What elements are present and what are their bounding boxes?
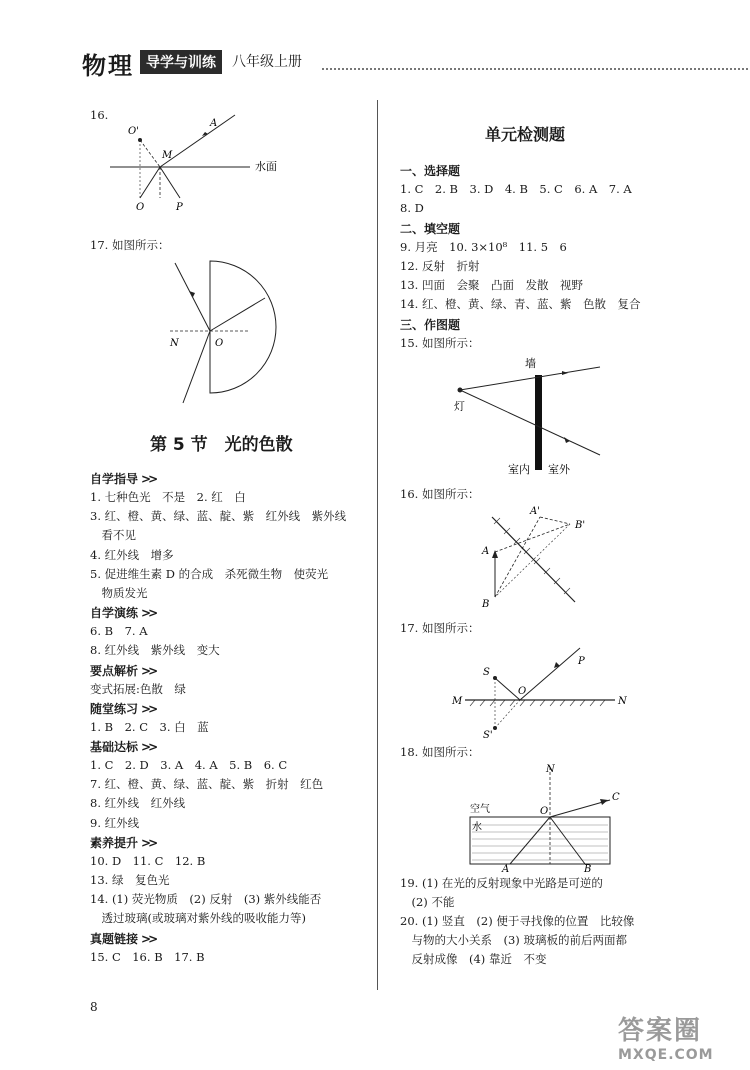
answer-line: 5. 促进维生素 D 的合成 杀死微生物 使荧光 [90,566,329,581]
answer-line: 3. 红、橙、黄、绿、蓝、靛、紫 红外线 紫外线 [90,509,347,524]
answer-line: 14. (1) 荧光物质 (2) 反射 (3) 紫外线能否 [90,892,322,907]
fig-r17-label-m: M [452,696,463,707]
fig-r18-label-o: O [540,806,549,817]
answer-line-q20: 与物的大小关系 (3) 玻璃板的前后两面都 [400,933,627,947]
answer-line: 1. 七种色光 不是 2. 红 白 [90,490,246,504]
answer-line: 12. 反射 折射 [400,259,480,273]
double-chevron-icon: >> [141,663,156,678]
answer-line: 10. D 11. C 12. B [90,853,206,868]
part-heading: 三、作图题 [400,317,461,332]
watermark-line2: MXQE.COM [618,1047,714,1063]
fig15-label-indoor: 室内 [508,463,530,476]
answer-line: 9. 月亮 10. 3×10⁸ 11. 5 6 [400,239,567,254]
answer-line: 6. B 7. A [90,624,148,639]
double-chevron-icon: >> [141,472,156,486]
fig16-label-p: P [176,202,183,213]
answer-line: 1. C 2. D 3. A 4. A 5. B 6. C [90,758,288,772]
answer-line: 变式拓展:色散 绿 [90,681,186,696]
right-q17-text: 17. 如图所示： [400,621,480,635]
fig16-label-m: M [162,150,173,161]
answer-line: 14. 红、橙、黄、绿、青、蓝、紫 色散 复合 [400,297,641,312]
fig-r17-label-s: S [483,667,490,678]
double-chevron-icon: >> [141,606,156,621]
right-q16-text: 16. 如图所示： [400,487,480,501]
answer-line-q19: (2) 不能 [400,895,455,909]
answer-line-q19: 19. (1) 在光的反射现象中光路是可逆的 [400,876,603,890]
watermark-line1: 答案圈 [618,1016,703,1046]
group-heading: 要点解析 >> [90,663,156,678]
fig16-label-a: A [210,118,218,129]
group-heading: 真题链接 >> [90,931,156,946]
fig-r16-label-aprime: A' [530,506,540,517]
answer-line: 物质发光 [90,586,148,600]
answer-line: 1. B 2. C 3. 白 蓝 [90,719,209,734]
fig15-label-outdoor: 室外 [548,463,570,476]
figure-reflection-16 [110,110,300,220]
fig15-label-lamp: 灯 [454,400,465,413]
fig-r18-label-a: A [502,864,510,875]
group-heading: 自学指导 >> [90,472,156,486]
section-title: 第 5 节 光的色散 [150,435,293,455]
figure-mirror-16 [480,502,610,614]
header-dotted-rule [322,68,750,70]
question-16-number: 16. [90,108,109,122]
fig15-label-wall: 墙 [525,357,536,370]
fig-r18-label-b: B [584,864,592,875]
part-heading: 一、选择题 [400,164,461,178]
header-subject: 物理 [82,52,134,80]
page-number: 8 [90,1000,98,1014]
fig-r18-label-n: N [546,764,555,775]
answer-line: 8. D [400,201,424,216]
group-heading: 自学演练 >> [90,606,156,621]
fig-r17-label-o: O [518,686,527,697]
fig17-label-n: N [170,338,179,349]
fig-r18-label-air: 空气 [470,804,490,815]
fig-r17-label-sprime: S' [483,730,493,741]
answer-line: 15. C 16. B 17. B [90,949,205,964]
answer-line: 15. 如图所示： [400,335,480,350]
answer-line-q20: 20. (1) 竖直 (2) 便于寻找像的位置 比较像 [400,914,635,928]
right-q18-text: 18. 如图所示： [400,745,480,759]
figure-semicircle-glass-17 [165,258,295,408]
answer-line: 13. 凹面 会聚 凸面 发散 视野 [400,278,583,293]
figure-wall-lamp-15 [450,355,610,480]
header-grade: 八年级上册 [232,54,302,70]
answer-line: 9. 红外线 [90,815,140,830]
group-heading: 随堂练习 >> [90,701,156,716]
answer-line: 看不见 [90,528,136,543]
figure-water-surface-18 [460,762,625,874]
double-chevron-icon: >> [141,931,156,946]
fig16-label-oprime: O' [128,126,139,137]
fig-r16-label-b: B [482,599,490,610]
double-chevron-icon: >> [141,740,156,754]
group-heading: 素养提升 >> [90,835,156,850]
question-17-text: 17. 如图所示： [90,238,170,252]
fig-r18-label-water: 水 [472,822,482,833]
figure-mirror-17 [450,640,630,740]
fig17-label-o: O [215,338,224,349]
answer-line: 4. 红外线 增多 [90,547,174,562]
answer-line: 8. 红外线 紫外线 变大 [90,643,220,658]
page-header [82,46,682,80]
fig-r17-label-n: N [618,696,627,707]
answer-line-q20: 反射成像 (4) 靠近 不变 [400,952,547,966]
column-divider [377,100,378,990]
answer-line: 7. 红、橙、黄、绿、蓝、靛、紫 折射 红色 [90,777,324,792]
double-chevron-icon: >> [141,701,156,716]
answer-line: 1. C 2. B 3. D 4. B 5. C 6. A 7. A [400,182,632,197]
part-heading: 二、填空题 [400,221,461,236]
watermark-logo [618,1010,714,1063]
fig-r17-label-p: P [578,656,585,667]
double-chevron-icon: >> [141,835,156,850]
fig16-label-water: 水面 [255,160,277,173]
fig-r18-label-c: C [612,792,620,803]
answer-line: 透过玻璃(或玻璃对紫外线的吸收能力等) [90,911,306,926]
answer-line: 13. 绿 复色光 [90,873,170,887]
fig-r16-label-bprime: B' [575,520,586,531]
answer-line: 8. 红外线 红外线 [90,796,186,811]
unit-test-title: 单元检测题 [485,125,566,144]
header-book-title: 导学与训练 [140,50,222,74]
fig16-label-o: O [136,202,145,213]
group-heading: 基础达标 >> [90,740,156,754]
fig-r16-label-a: A [482,546,490,557]
